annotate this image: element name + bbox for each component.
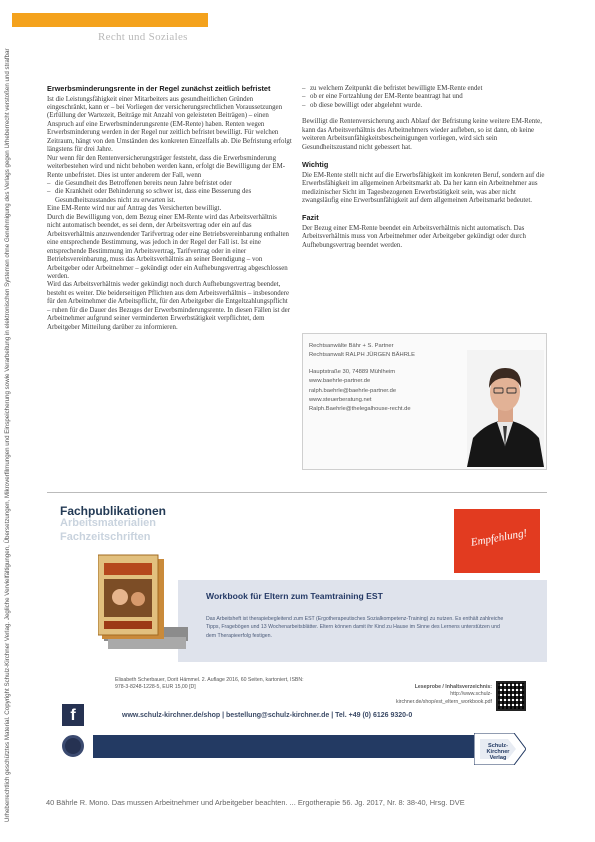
svg-text:Schulz-: Schulz- — [488, 743, 508, 749]
qr-code[interactable] — [496, 681, 526, 711]
author-firm: Rechtsanwälte Bähr + S. Partner — [309, 343, 394, 349]
bullet-list — [302, 85, 548, 110]
paragraph: Bewilligt die Rentenversicherung auch Ablauf der Befristung keine weitere EM-Rente, kann das Arbeitsverhältnis des Arbeitnehmers wieder aufleben, so ist dann, ob keine weiteren Arbeitsunfähigkeitsbescheinigungen vorliegen, wird sich sein Gesundheitszustand nicht gebessert hat. — [302, 118, 542, 151]
heading-wichtig: Wichtig — [302, 160, 329, 170]
author-web[interactable]: www.baehrle-partner.de — [309, 378, 371, 385]
book-title[interactable]: Workbook für Eltern zum Teamtraining EST — [206, 591, 383, 601]
contact-line[interactable]: www.schulz-kirchner.de/shop | bestellung@schulz-kirchner.de | Tel. +49 (0) 6126 9320-0 — [122, 712, 413, 719]
svg-text:Verlag: Verlag — [489, 755, 507, 761]
author-email-2[interactable]: Ralph.Baehrle@thelegalhouse-recht.de — [309, 406, 411, 413]
ad-subtitle: Arbeitsmaterialien — [60, 517, 156, 529]
svg-text:Kirchner: Kirchner — [486, 749, 510, 755]
book-description: Das Arbeitsheft ist therapiebegleitend zum EST (Ergotherapeutisches Sozialkompetenz-Training) zu nutzen. Es enthält zahlreiche Tipps, Fragebögen und 13 Wochenarbeitsblätter. Eltern können damit ihr Kind zu Hause im Sinne des Lernens unterstützen und dem Therapieerfolg festigen. — [206, 616, 504, 639]
right-column — [302, 85, 548, 250]
book-cover-image — [98, 553, 188, 651]
list-item: – die Krankheit oder Behinderung so schwer ist, dass eine Besserung des Gesundheitszustandes nicht zu erwarten ist. — [47, 188, 292, 205]
left-column — [47, 85, 292, 332]
paragraph: Eine EM-Rente wird nur auf Antrag des Versicherten bewilligt. — [47, 205, 222, 213]
badge-label: Empfehlung! — [469, 527, 529, 549]
author-contact — [309, 342, 459, 415]
preview-label — [370, 684, 492, 706]
publisher-bar — [93, 735, 507, 758]
paragraph: Wird das Arbeitsverhältnis weder gekündigt noch durch Aufhebungsvertrag beendet, besteht es weiter. Die beiderseitigen Pflichten aus dem Arbeitsverhältnis – insbesondere für den Arbeitnehmer die Arbeitspflicht, für den Arbeitgeber die Entgeltzahlungspflicht – ruhen für die Dauer des Bezuges der Erwerbsminderungsrente. In diesen Fällen ist der Arbeitnehmer aufgrund seiner verminderten Erwerbstätigkeit verpflichtet, dem Arbeitgeber Mitteilung darüber zu informieren. — [47, 281, 291, 331]
list-item: – zu welchem Zeitpunkt die befristet bewilligte EM-Rente endet — [302, 85, 548, 93]
book-info: Elisabeth Scherbauer, Dorit Hämmel. 2. Auflage 2016, 60 Seiten, kartoniert, ISBN: 978-3-8248-1228-5, EUR 15,00 [D] — [115, 677, 304, 691]
divider — [47, 492, 547, 493]
author-photo — [467, 350, 544, 467]
page-footer: 40 Bährle R. Mono. Das mussen Arbeitnehmer und Arbeitgeber beachten. ... Ergotherapie 56. Jg. 2017, Nr. 8: 38-40, Hrsg. DVE — [46, 798, 465, 807]
section-label: Recht und Soziales — [98, 31, 188, 43]
author-email[interactable]: ralph.baehrle@baehrle-partner.de — [309, 387, 397, 394]
header-accent-bar — [12, 13, 208, 27]
bullet-list — [47, 180, 292, 205]
preview-link[interactable]: http://www.schulz-kirchner.de/shop/est_eltern_workbook.pdf — [395, 691, 492, 705]
author-name: Rechtsanwalt RALPH JÜRGEN BÄHRLE — [309, 352, 415, 359]
list-item: – ob er eine Fortzahlung der EM-Rente beantragt hat und — [302, 93, 548, 101]
paragraph: Der Bezug einer EM-Rente beendet ein Arbeitsverhältnis nicht automatisch. Das Arbeitsverhältnis muss von Arbeitnehmer oder Arbeitgeber gekündigt oder durch Aufhebungsvertrag beendet werden. — [302, 224, 526, 249]
publisher-logo — [474, 733, 526, 765]
paragraph: Ist die Leistungsfähigkeit einer Mitarbeiters aus gesundheitlichen Gründen eingeschränkt, kann er – bei Vorliegen der versicherungsrechtlichen Voraussetzungen (Erfüllung der Wartezeit, Beiträge mit Anzahl von geleisteten Beiträgen) – einen Anspruch auf eine Erwerbsminderungsrente (EM-Rente) haben. Renten wegen Erwerbsminderung werden in der Regel nur zeitlich befristet bewilligt. Für welchen Zeitraum, hängt von den Umständen des konkreten Einzelfalls ab. Die Befristung erfolgt längstens für drei Jahre. — [47, 95, 292, 154]
preview-title: Leseprobe / Inhaltsverzeichnis: — [414, 684, 492, 690]
globe-icon[interactable] — [62, 735, 84, 757]
author-web-2[interactable]: www.steuerberatung.net — [309, 397, 372, 404]
paragraph: Nur wenn für den Rentenversicherungsträger feststeht, dass die Erwerbsminderung weiterbestehen wird und nicht behoben werden kann, erfolgt die Bewilligung der EM-Rente unbefristet. Dies ist unter anderem der Fall, wenn — [47, 154, 286, 179]
facebook-icon[interactable]: f — [62, 704, 84, 726]
copyright-side-note: Urheberrechtlich geschütztes Material. Copyright Schulz-Kirchner Verlag. Jegliche Vervielfältigungen, Übersetzungen, Mikroverfilmungen und Einspeicherung sowie Verarbeitung in elektronischen Systemen ohne Genehmigung des Verlags gegen Urheberrecht verstoßen und strafbar — [4, 48, 11, 822]
heading-fazit: Fazit — [302, 213, 319, 223]
ad-subtitle: Fachzeitschriften — [60, 531, 151, 543]
paragraph: Die EM-Rente stellt nicht auf die Erwerbsfähigkeit im konkreten Beruf, sondern auf die Erwerbsfähigkeit im allgemeinen Arbeitsmarkt ab. Da her kann ein Arbeitnehmer aus medizinischer Sicht im Tagesbezogenen Erwerbstätigkeit sein, was aber nicht zwangsläufig eine Erwerbsunfähigkeit auf dem allgemeinen Arbeitsmarkt bedeutet. — [302, 171, 545, 205]
list-item: – ob diese bewilligt oder abgelehnt wurde. — [302, 102, 548, 110]
paragraph: Durch die Bewilligung von, dem Bezug einer EM-Rente wird das Arbeitsverhältnis nicht automatisch beendet, es sei denn, der Arbeitsvertrag oder ein auf das Arbeitsverhältnis anzuwendender Tarifvertrag oder eine Betriebsvereinbarung enthalten eine entsprechende Bestimmung, was jedoch in der Regel der Fall ist. Ist eine entsprechende Bestimmung im Arbeitsvertrag, Tarifvertrag oder in einer Betriebsvereinbarung, muss das Arbeitsverhältnis an seiner Beendigung – von Arbeitgeber oder Arbeitnehmer – gekündigt oder ein Aufhebungsvertrag abgeschlossen werden. — [47, 213, 289, 281]
list-item: – die Gesundheit des Betroffenen bereits neun Jahre befristet oder — [47, 180, 292, 188]
author-box — [302, 333, 547, 470]
heading-em-rente: Erwerbsminderungsrente in der Regel zunächst zeitlich befristet — [47, 84, 271, 93]
ad-title: Fachpublikationen — [60, 504, 167, 518]
author-address: Hauptstraße 30, 74889 Mühlheim — [309, 368, 396, 375]
